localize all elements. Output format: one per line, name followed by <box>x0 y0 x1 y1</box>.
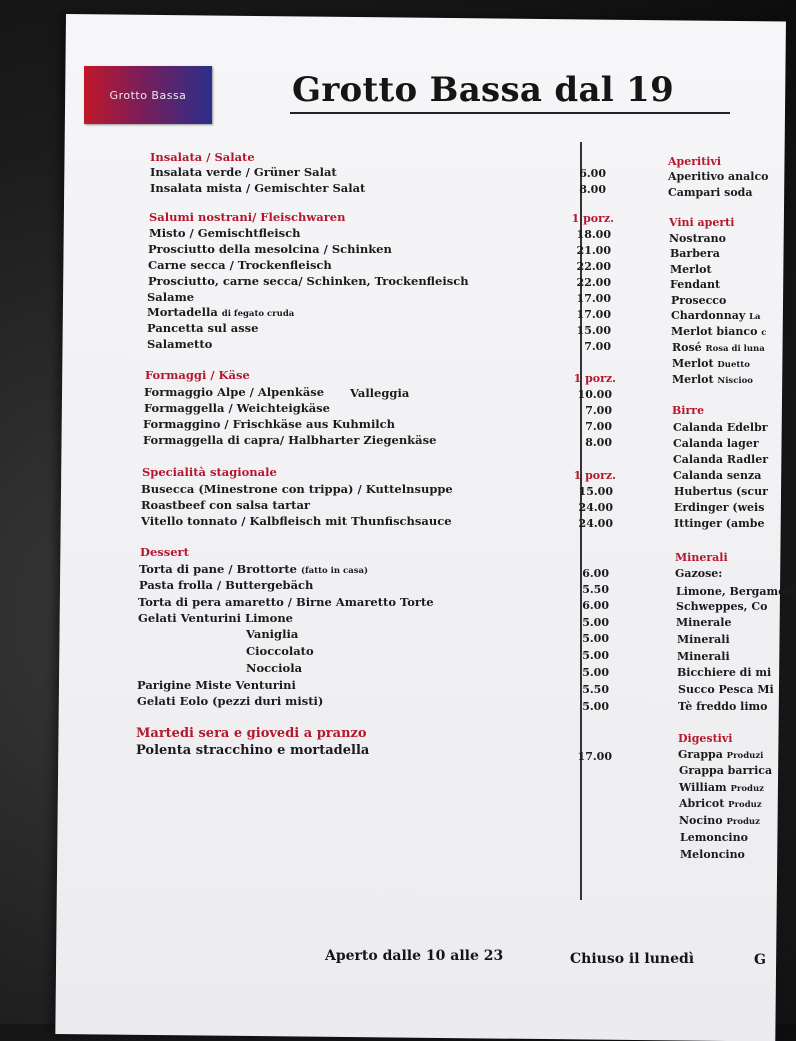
menu-item-price: 6.00 <box>582 567 609 580</box>
drink-item: Aperitivo analco <box>668 170 769 183</box>
menu-item-name: Insalata mista / Gemischter Salat <box>150 181 366 195</box>
logo-text: Grotto Bassa <box>109 88 187 102</box>
menu-item-name: Nocciola <box>246 661 303 675</box>
menu-item-name: Vitello tonnato / Kalbfleisch mit Thunfischsauce <box>141 514 452 528</box>
menu-item-price: 22.00 <box>576 260 611 273</box>
section-digestivi-header: Digestivi <box>678 732 733 745</box>
drink-item: Meloncino <box>680 848 745 861</box>
menu-item-name: Carne secca / Trockenfleisch <box>148 258 332 272</box>
menu-item-name: Gelati Venturini Limone <box>138 611 293 625</box>
drink-item: Erdinger (weis <box>674 501 765 514</box>
menu-item-name: Pasta frolla / Buttergebäch <box>139 578 314 592</box>
menu-item-name: Salame <box>147 290 195 304</box>
drink-item: Nostrano <box>669 232 726 245</box>
menu-item-price: 22.00 <box>576 276 611 289</box>
drink-item: Calanda Radler <box>673 453 769 466</box>
drink-item: Limone, Bergamott <box>676 585 796 598</box>
menu-item-name: Formaggella di capra/ Halbharter Ziegenkäse <box>143 433 437 447</box>
menu-item-price: 7.00 <box>585 420 612 433</box>
special-days-header: Martedi sera e giovedi a pranzo <box>136 726 367 741</box>
section-formaggi-header: Formaggi / Käse <box>145 368 250 382</box>
drink-item: Calanda Edelbr <box>673 421 768 434</box>
drink-item: Merlot bianco c <box>671 325 767 338</box>
drink-item: Grappa Produzi <box>678 748 764 761</box>
drink-item: Calanda lager <box>673 437 759 450</box>
drink-item: Minerali <box>677 650 730 663</box>
menu-item-price: 6.00 <box>579 167 606 180</box>
closed-day: Chiuso il lunedì <box>570 951 695 967</box>
section-minerali-header: Minerali <box>675 551 728 564</box>
menu-item-name: Formaggio Alpe / Alpenkäse <box>144 385 325 399</box>
drink-item: Schweppes, Co <box>676 600 768 613</box>
special-item-name: Polenta stracchino e mortadella <box>136 743 370 758</box>
menu-item-price: 17.00 <box>576 308 611 321</box>
menu-item-name: Parigine Miste Venturini <box>137 678 296 692</box>
menu-item-price: 5.50 <box>582 583 609 596</box>
drink-item: Lemoncino <box>680 831 748 844</box>
drink-item: Calanda senza <box>673 469 762 482</box>
menu-item-price: 18.00 <box>576 228 611 241</box>
section-vini-header: Vini aperti <box>669 216 735 229</box>
footer-extra: G <box>754 952 766 968</box>
portion-label: 1 porz. <box>571 212 614 225</box>
portion-label: 1 porz. <box>573 372 616 385</box>
menu-item-price: 21.00 <box>576 244 611 257</box>
menu-item-name: Busecca (Minestrone con trippa) / Kuttelnsuppe <box>141 482 453 496</box>
title-underline <box>290 112 730 114</box>
menu-item-extra: Valleggia <box>350 386 410 400</box>
drink-item: Minerale <box>676 616 732 629</box>
section-birre-header: Birre <box>672 404 705 417</box>
drink-item: Merlot Duetto <box>672 357 750 370</box>
drink-item: Barbera <box>670 247 720 260</box>
menu-item-name: Salametto <box>147 337 213 351</box>
menu-item-note: (fatto in casa) <box>300 566 369 576</box>
menu-item-name: Misto / Gemischtfleisch <box>149 226 301 240</box>
menu-item-price: 5.00 <box>582 649 609 662</box>
menu-item-name: Roastbeef con salsa tartar <box>141 498 310 512</box>
menu-item-price: 6.00 <box>582 599 609 612</box>
special-item-price: 17.00 <box>577 750 612 763</box>
drink-item: Bicchiere di mi <box>677 666 772 679</box>
logo <box>84 66 212 124</box>
section-aperitivi-header: Aperitivi <box>668 155 722 168</box>
menu-item-price: 8.00 <box>579 183 606 196</box>
menu-item-name: Gelati Eolo (pezzi duri misti) <box>137 694 324 708</box>
drink-item: Chardonnay La <box>671 309 761 322</box>
menu-item-name: Formaggella / Weichteigkäse <box>144 401 330 415</box>
drink-item: Prosecco <box>671 294 727 307</box>
drink-item: Grappa barrica <box>679 764 773 777</box>
section-insalata-header: Insalata / Salate <box>150 150 255 164</box>
page-title: Grotto Bassa dal 19 <box>292 70 675 110</box>
menu-item-name: Formaggino / Frischkäse aus Kuhmilch <box>143 417 396 431</box>
drink-item: Campari soda <box>668 186 753 199</box>
drink-item: Nocino Produz <box>679 814 760 827</box>
menu-item-price: 24.00 <box>578 501 613 514</box>
opening-hours: Aperto dalle 10 alle 23 <box>325 948 504 964</box>
drink-item: Hubertus (scur <box>674 485 768 498</box>
drink-item: William Produz <box>679 781 764 794</box>
menu-item-name: Insalata verde / Grüner Salat <box>150 165 337 179</box>
drink-item: Rosé Rosa di luna <box>672 341 765 354</box>
menu-item-name: Vaniglia <box>246 627 299 641</box>
portion-label: 1 porz. <box>573 469 616 482</box>
drink-item: Ittinger (ambe <box>674 517 765 530</box>
drink-item: Abricot Produz <box>679 797 762 810</box>
menu-item-name: Prosciutto, carne secca/ Schinken, Trockenfleisch <box>148 274 469 288</box>
menu-item-price: 24.00 <box>578 517 613 530</box>
menu-item-price: 8.00 <box>585 436 612 449</box>
drink-item: Merlot <box>670 263 712 276</box>
menu-item-price: 15.00 <box>578 485 613 498</box>
drink-item: Succo Pesca Mi <box>678 683 774 696</box>
drink-item: Minerali <box>677 633 730 646</box>
section-dessert-header: Dessert <box>140 545 189 559</box>
menu-item-name: Torta di pane / Brottorte (fatto in casa) <box>139 562 369 576</box>
menu-item-price: 7.00 <box>584 340 611 353</box>
drink-item: Tè freddo limo <box>678 700 768 713</box>
menu-item-name: Torta di pera amaretto / Birne Amaretto Torte <box>138 595 434 609</box>
menu-item-name: Prosciutto della mesolcina / Schinken <box>148 242 392 256</box>
menu-item-name: Pancetta sul asse <box>147 321 259 335</box>
menu-item-price: 5.00 <box>582 616 609 629</box>
drink-item: Merlot Niscioo <box>672 373 753 386</box>
menu-item-price: 5.00 <box>582 666 609 679</box>
menu-item-price: 5.00 <box>582 632 609 645</box>
menu-item-price: 10.00 <box>577 388 612 401</box>
menu-item-name: Cioccolato <box>246 644 314 658</box>
menu-item-price: 17.00 <box>576 292 611 305</box>
menu-item-price: 7.00 <box>585 404 612 417</box>
section-salumi-header: Salumi nostrani/ Fleischwaren <box>149 210 346 224</box>
section-specialita-header: Specialità stagionale <box>142 465 277 479</box>
menu-item-name: Mortadella di fegato cruda <box>147 305 295 319</box>
menu-item-price: 15.00 <box>576 324 611 337</box>
menu-item-price: 5.00 <box>582 700 609 713</box>
menu-item-price: 5.50 <box>582 683 609 696</box>
menu-item-note: di fegato cruda <box>221 309 295 319</box>
drink-item: Fendant <box>670 278 721 291</box>
drink-item: Gazose: <box>675 567 723 580</box>
